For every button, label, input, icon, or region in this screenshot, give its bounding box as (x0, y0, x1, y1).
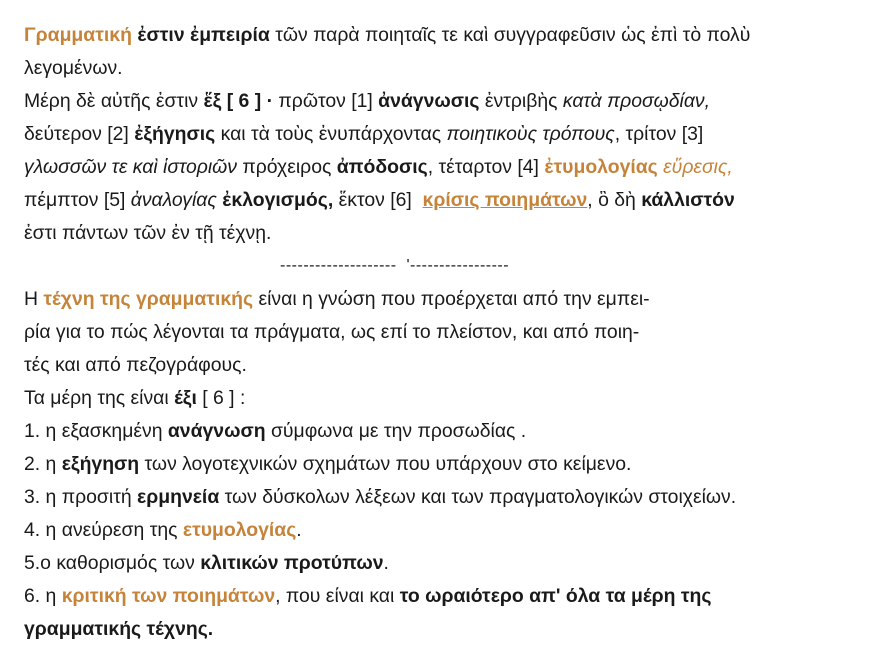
text: . (296, 519, 302, 541)
modern-line-4 (24, 386, 245, 410)
text: , που είναι και (275, 585, 400, 607)
term-analogias: ἀναλογίας (130, 189, 217, 211)
text: [ 6 ] : (196, 387, 246, 409)
text: των δύσκολων λέξεων και των πραγματολογικών στοιχείων. (219, 486, 737, 508)
greek-line-3 (24, 89, 710, 113)
term-exigisi: εξήγηση (61, 453, 140, 475)
term-poietikous-tropous: ποιητικοὺς τρόπους (446, 123, 615, 145)
term-estin-empeiria: ἐστιν ἐμπειρία (137, 24, 270, 46)
text: πρόχειρος (236, 156, 337, 178)
text: ἕκτον [6] (333, 189, 423, 211)
list-item-4 (24, 518, 302, 542)
list-item-1 (24, 419, 526, 443)
greek-line-6 (24, 188, 735, 212)
term-heuresis: εὕρεσις, (663, 156, 733, 178)
list-item-6 (24, 584, 711, 608)
list-item-5 (24, 551, 389, 575)
term-anagnosi: ανάγνωση (167, 420, 266, 442)
text: , τρίτον [3] (614, 123, 704, 145)
text: Τα μέρη της είναι (24, 387, 175, 409)
modern-line-3: τές και από πεζογράφους. (24, 354, 247, 376)
greek-line-7: ἐστι πάντων τῶν ἐν τῇ τέχνῃ. (24, 222, 272, 244)
term-ermineia: ερμηνεία (137, 486, 220, 508)
term-klitikon-protypon: κλιτικών προτύπων (200, 552, 384, 574)
term-apodosis: ἀπόδοσις (336, 156, 428, 178)
text: ἐντριβὴς (479, 90, 563, 112)
term-hex: ἕξ [ 6 ] · (203, 90, 274, 112)
greek-line-1 (24, 23, 750, 47)
list-item-2 (24, 452, 631, 476)
greek-line-5 (24, 155, 733, 179)
term-techni-grammatikis: τέχνη της γραμματικής (43, 288, 254, 310)
separator: -------------------- '----------------- (280, 257, 510, 274)
text: 6. η (24, 585, 62, 607)
text: 1. η εξασκημένη (24, 420, 168, 442)
term-oraiotero: το ωραιότερο απ' όλα τα μέρη της (399, 585, 712, 607)
term-krisis-poiematon: κρίσις ποιημάτων (422, 189, 588, 211)
term-etymologias-modern: ετυμολογίας (182, 519, 297, 541)
text: είναι η γνώση που προέρχεται από την εμπει- (253, 288, 650, 310)
term-anagnosis: ἀνάγνωσις (378, 90, 480, 112)
modern-line-1 (24, 287, 650, 311)
text: σύμφωνα με την προσωδίας . (265, 420, 527, 442)
term-kata-prosodian: κατὰ προσῳδίαν, (562, 90, 711, 112)
term-glosson-historion: γλωσσῶν τε καὶ ἱστοριῶν (24, 156, 237, 178)
text: και τὰ τοὺς ἐνυπάρχοντας (215, 123, 447, 145)
text: πέμπτον [5] (24, 189, 131, 211)
text: 4. η ανεύρεση της (24, 519, 183, 541)
text: Η (24, 288, 44, 310)
text: των λογοτεχνικών σχημάτων που υπάρχουν στο κείμενο. (139, 453, 632, 475)
greek-line-2: λεγομένων. (24, 57, 123, 79)
text: Μέρη δὲ αὐτῆς ἐστιν (24, 90, 204, 112)
term-grammatike: Γραμματική (24, 24, 132, 46)
modern-line-2: ρία για το πώς λέγονται τα πράγματα, ως επί το πλείστον, και από ποιη- (24, 321, 640, 343)
text: δεύτερον [2] (24, 123, 135, 145)
term-kritiki-poiimaton: κριτική των ποιημάτων (61, 585, 276, 607)
text: , ὃ δὴ (587, 189, 642, 211)
text: πρῶτον [1] (273, 90, 379, 112)
text: τῶν παρὰ ποιηταῖς τε καὶ συγγραφεῦσιν ὡς ἐπὶ τὸ πολὺ (269, 24, 751, 46)
term-kalliston: κάλλιστόν (641, 189, 735, 211)
term-eklogismos: ἐκλογισμός, (222, 189, 334, 211)
term-etymologias: ἐτυμολογίας (544, 156, 658, 178)
term-exegesis: ἐξήγησις (134, 123, 216, 145)
text: 3. η προσιτή (24, 486, 138, 508)
list-item-3 (24, 485, 736, 509)
text: , τέταρτον [4] (427, 156, 545, 178)
greek-line-4 (24, 122, 703, 146)
text: 2. η (24, 453, 62, 475)
term-exi: έξι (174, 387, 197, 409)
list-item-6-continued: γραμματικής τέχνης. (24, 618, 214, 640)
text: . (383, 552, 389, 574)
text: 5.ο καθορισμός των (24, 552, 201, 574)
